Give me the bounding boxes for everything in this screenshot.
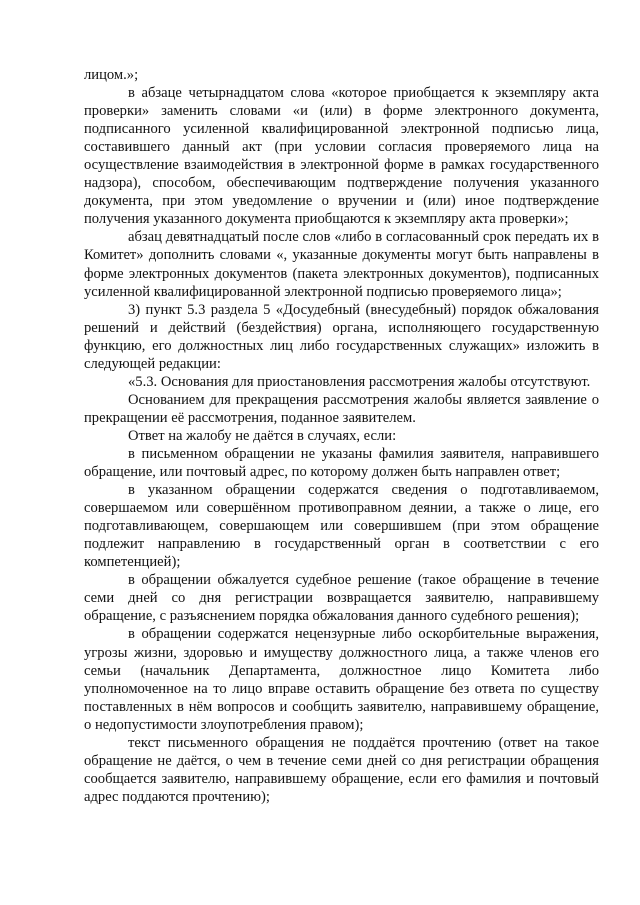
paragraph-case-obscene: в обращении содержатся нецензурные либо оскорбительные выражения, угрозы жизни, здоровью и имуществу должностного лица, а также членов его семьи (начальник Департамента, должностное лицо Комитета либо уполномоченное на то лицо вправе оставить обращение без ответа по существу поставленных в нём вопросов и сообщить заявителю, направившему обращение, о недопустимости злоупотребления правом); [84,626,599,733]
paragraph-termination-ground: Основанием для прекращения рассмотрения жалобы является заявление о прекращении её рассмотрения, поданное заявителем. [84,391,599,426]
paragraph-abzac-19: абзац девятнадцатый после слов «либо в согласованный срок передать их в Комитет» дополнить словами «, указанные документы могут быть направлены в форме электронных документов (пакета электронных документов), подписанных усиленной квалифицированной электронной подписью проверяемого лица»; [84,229,599,300]
paragraph-continuation: лицом.»; [84,67,139,83]
paragraph-5-3: «5.3. Основания для приостановления рассмотрения жалобы отсутствуют. [128,373,591,390]
paragraph-abzac-14: в абзаце четырнадцатом слова «которое приобщается к экземпляру акта проверки» заменить словами «и (или) в форме электронного документа, подписанного усиленной квалифицированной электронной подписью лица, составившего данный акт (при условии согласия проверяемого лица на осуществление взаимодействия в электронной форме в рамках государственного надзора), способом, обеспечивающим подтверждение получения указанного документа, при этом уведомление о вручении и (или) иное подтверждение получения указанного документа приобщаются к экземпляру акта проверки»; [84,85,599,228]
document-page [84,66,599,806]
paragraph-case-unreadable: текст письменного обращения не поддаётся прочтению (ответ на такое обращение не даётся, о чем в течение семи дней со дня регистрации обращения сообщается заявителю, направившему обращение, если его фамилия и почтовый адрес поддаются прочтению); [84,734,599,805]
paragraph-item-3: 3) пункт 5.3 раздела 5 «Досудебный (внесудебный) порядок обжалования решений и действий (бездействия) органа, исполняющего государственную функцию, его должностных лиц либо государственных служащих» изложить в следующей редакции: [84,301,599,372]
paragraph-case-unlawful-act: в указанном обращении содержатся сведения о подготавливаемом, совершаемом или совершённом противоправном деянии, а также о лице, его подготавливающем, совершающем или совершившем (при этом обращение подлежит направлению в государственный орган в соответствии с его компетенцией); [84,482,599,571]
paragraph-no-answer-intro: Ответ на жалобу не даётся в случаях, если: [128,427,397,444]
paragraph-case-court-decision: в обращении обжалуется судебное решение (такое обращение в течение семи дней со дня регистрации возвращается заявителю, направившему обращение, с разъяснением порядка обжалования данного судебного решения); [84,572,599,625]
paragraph-case-no-name: в письменном обращении не указаны фамилия заявителя, направившего обращение, или почтовый адрес, по которому должен быть направлен ответ; [84,445,599,481]
